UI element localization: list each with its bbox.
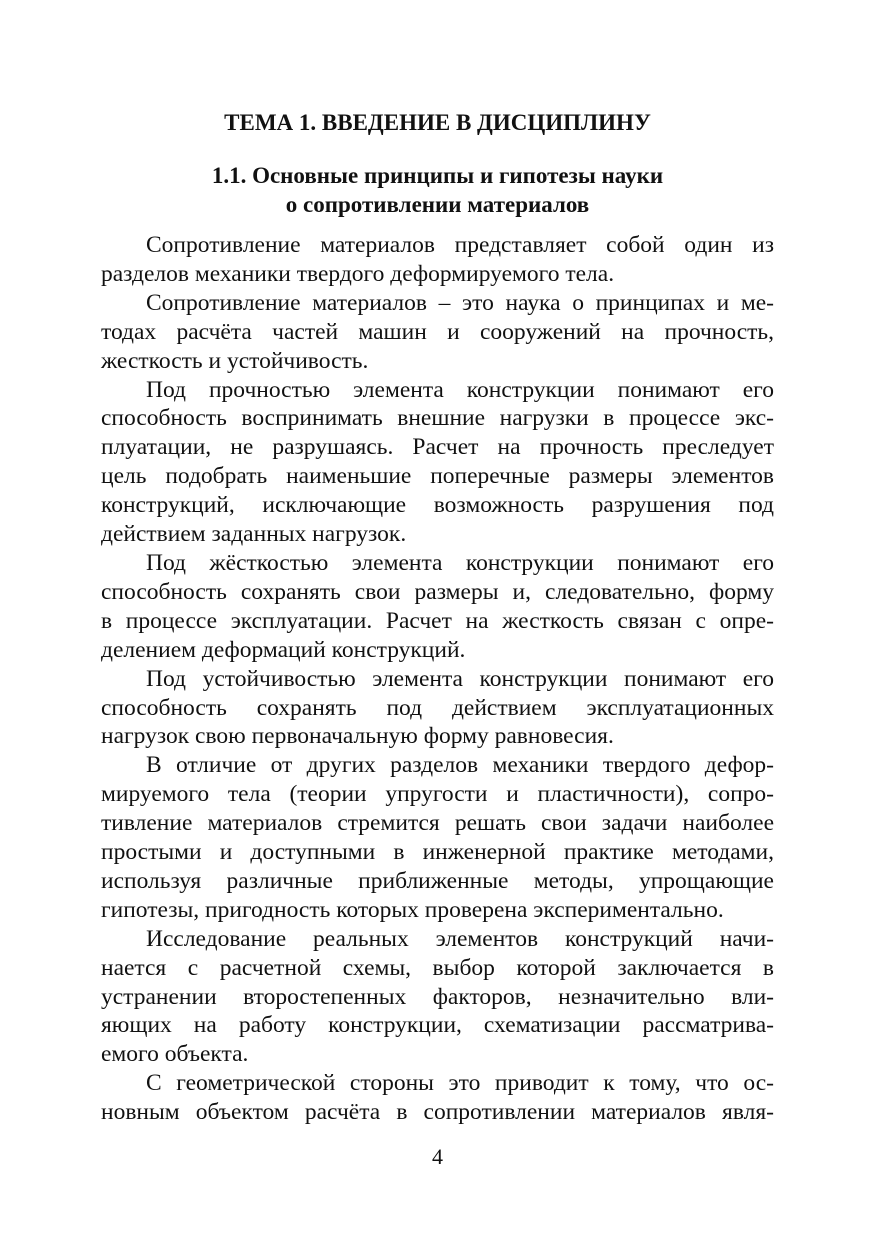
paragraph-line: Исследование реальных элементов конструкций начи- <box>146 925 774 952</box>
paragraph <box>101 289 774 376</box>
paragraph-line: тивление материалов стремится решать свои задачи наиболее <box>101 810 774 837</box>
paragraph-line: нагрузок свою первоначальную форму равновесия. <box>101 723 614 750</box>
chapter-title: ТЕМА 1. ВВЕДЕНИЕ В ДИСЦИПЛИНУ <box>224 110 651 135</box>
paragraph-line: Под устойчивостью элемента конструкции понимают его <box>146 665 774 692</box>
paragraph-line: используя различные приближенные методы, упрощающие <box>101 867 774 894</box>
paragraph-line: Под жёсткостью элемента конструкции понимают его <box>146 549 774 576</box>
paragraph-line: способность воспринимать внешние нагрузки в процессе экс- <box>101 405 774 432</box>
section-title-line-1: 1.1. Основные принципы и гипотезы науки <box>211 163 664 188</box>
paragraph <box>101 665 774 752</box>
paragraph <box>101 751 774 924</box>
paragraph-line: емого объекта. <box>101 1041 249 1068</box>
paragraph-line: яющих на работу конструкции, схематизации рассматрива- <box>101 1012 774 1039</box>
paragraph-line: Под прочностью элемента конструкции понимают его <box>146 376 774 403</box>
paragraph-line: плуатации, не разрушаясь. Расчет на прочность преследует <box>101 434 774 461</box>
paragraph <box>101 925 774 1070</box>
paragraph-line: простыми и доступными в инженерной практике методами, <box>101 839 774 866</box>
body-text <box>101 231 774 1127</box>
page-number: 4 <box>432 1144 443 1169</box>
paragraph-line: конструкций, исключающие возможность разрушения под <box>101 492 774 519</box>
paragraph-line: жесткость и устойчивость. <box>101 347 369 374</box>
paragraph-line: способность сохранять свои размеры и, следовательно, форму <box>101 578 774 605</box>
section-title-line-2: о сопротивлении материалов <box>285 192 590 217</box>
paragraph-line: в процессе эксплуатации. Расчет на жесткость связан с опре- <box>101 607 774 634</box>
paragraph-line: устранении второстепенных факторов, незначительно вли- <box>101 983 774 1010</box>
paragraph <box>101 376 774 549</box>
paragraph <box>101 231 774 289</box>
paragraph-line: разделов механики твердого деформируемого тела. <box>101 260 615 287</box>
paragraph-line: новным объектом расчёта в сопротивлении материалов явля- <box>101 1099 774 1126</box>
paragraph-line: В отличие от других разделов механики твердого дефор- <box>146 752 774 779</box>
paragraph-line: гипотезы, пригодность которых проверена экспериментально. <box>101 896 724 923</box>
paragraph-line: Сопротивление материалов – это наука о принципах и ме- <box>146 289 774 316</box>
paragraph-line: С геометрической стороны это приводит к тому, что ос- <box>146 1070 774 1097</box>
paragraph <box>101 549 774 665</box>
paragraph-line: мируемого тела (теории упругости и пластичности), сопро- <box>101 781 774 808</box>
paragraph-line: Сопротивление материалов представляет собой один из <box>146 232 774 258</box>
paragraph-line: действием заданных нагрузок. <box>101 521 407 548</box>
section-title <box>0 161 875 219</box>
paragraph <box>101 1069 774 1127</box>
paragraph-line: нается с расчетной схемы, выбор которой заключается в <box>101 954 774 981</box>
paragraph-line: делением деформаций конструкций. <box>101 636 466 663</box>
paragraph-line: тодах расчёта частей машин и сооружений на прочность, <box>101 318 774 345</box>
paragraph-line: цель подобрать наименьшие поперечные размеры элементов <box>101 463 774 490</box>
paragraph-line: способность сохранять под действием эксплуатационных <box>101 694 774 721</box>
